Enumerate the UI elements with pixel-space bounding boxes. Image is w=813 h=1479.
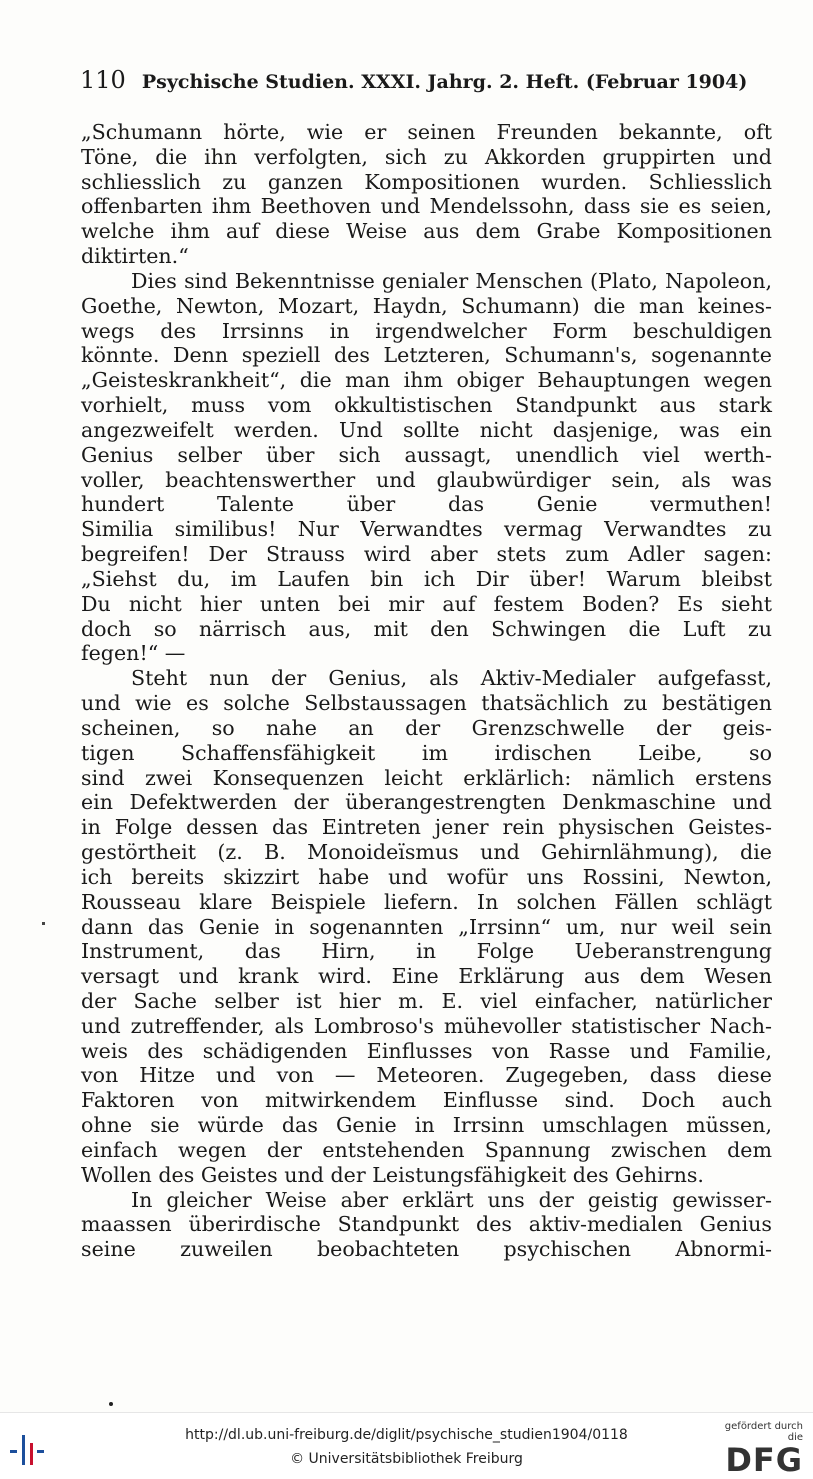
text-line: Faktoren von mitwirkendem Einflusse sind. Doch auch	[81, 1088, 772, 1113]
text-line: diktirten.“	[81, 244, 189, 269]
text-line: voller, beachtenswerther und glaubwürdiger sein, als was	[81, 467, 772, 492]
text-line: hundert Talente über das Genie vermuthen!	[81, 492, 772, 517]
text-line: könnte. Denn speziell des Letzteren, Schumann's, sogenannte	[81, 343, 772, 368]
text-line: welche ihm auf diese Weise aus dem Grabe Kompositionen	[81, 219, 772, 244]
text-line: seine zuweilen beobachteten psychischen Abnormi-	[81, 1237, 772, 1262]
text-line: angezweifelt werden. Und sollte nicht dasjenige, was ein	[81, 417, 772, 442]
text-line: in Folge dessen das Eintreten jener rein physischen Geistes-	[81, 815, 772, 840]
text-line: schliesslich zu ganzen Kompositionen wurden. Schliesslich	[81, 169, 772, 194]
text-line: ein Defektwerden der überangestrengten Denkmaschine und	[81, 790, 772, 815]
text-line: Goethe, Newton, Mozart, Haydn, Schumann) die man keines-	[81, 293, 772, 318]
text-line: versagt und krank wird. Eine Erklärung aus dem Wesen	[81, 964, 772, 989]
text-line: Dies sind Bekenntnisse genialer Menschen (Plato, Napoleon,	[131, 268, 772, 293]
text-line: scheinen, so nahe an der Grenzschwelle der geis-	[81, 715, 772, 740]
text-line: Steht nun der Genius, als Aktiv-Medialer aufgefasst,	[131, 666, 772, 691]
text-line: sind zwei Konsequenzen leicht erklärlich: nämlich erstens	[81, 765, 772, 790]
text-line: Töne, die ihn verfolgten, sich zu Akkorden gruppirten und	[81, 144, 772, 169]
text-line: von Hitze und von — Meteoren. Zugegeben, dass diese	[81, 1063, 772, 1088]
text-line: dann das Genie in sogenannten „Irrsinn“ um, nur weil sein	[81, 914, 772, 939]
text-line: fegen!“ —	[81, 641, 186, 666]
text-line: In gleicher Weise aber erklärt uns der geistig gewisser-	[131, 1187, 772, 1212]
text-line: Wollen des Geistes und der Leistungsfähigkeit des Gehirns.	[81, 1162, 704, 1187]
dfg-caption: gefördert durch die	[724, 1421, 803, 1443]
text-line: Rousseau klare Beispiele liefern. In solchen Fällen schlägt	[81, 889, 772, 914]
text-line: „Schumann hörte, wie er seinen Freunden bekannte, oft	[81, 120, 772, 144]
copyright-notice: © Universitätsbibliothek Freiburg	[290, 1451, 523, 1467]
text-line: „Geisteskrankheit“, die man ihm obiger Behauptungen wegen	[81, 368, 772, 393]
text-line: und wie es solche Selbstaussagen thatsächlich zu bestätigen	[81, 691, 772, 716]
text-line: Genius selber über sich aussagt, unendlich viel werth-	[81, 442, 772, 467]
scan-speck	[109, 1402, 113, 1406]
text-line: vorhielt, muss vom okkultistischen Standpunkt aus stark	[81, 393, 772, 418]
text-line: gestörtheit (z. B. Monoideïsmus und Gehirnlähmung), die	[81, 840, 772, 865]
viewer-footer	[0, 1412, 813, 1479]
text-line: wegs des Irrsinns in irgendwelcher Form beschuldigen	[81, 318, 772, 343]
text-line: einfach wegen der entstehenden Spannung zwischen dem	[81, 1137, 772, 1162]
text-line: doch so närrisch aus, mit den Schwingen die Luft zu	[81, 616, 772, 641]
page-number: 110	[80, 66, 126, 94]
text-line: der Sache selber ist hier m. E. viel einfacher, natürlicher	[81, 988, 772, 1013]
running-title: Psychische Studien. XXXI. Jahrg. 2. Heft. (Februar 1904)	[141, 71, 748, 93]
body-text	[81, 120, 772, 1262]
page-header	[80, 66, 780, 94]
text-line: tigen Schaffensfähigkeit im irdischen Leibe, so	[81, 740, 772, 765]
text-line: maassen überirdische Standpunkt des aktiv-medialen Genius	[81, 1212, 772, 1237]
text-line: offenbarten ihm Beethoven und Mendelssohn, dass sie es seien,	[81, 194, 772, 219]
text-line: ich bereits skizzirt habe und wofür uns Rossini, Newton,	[81, 864, 772, 889]
text-line: „Siehst du, im Laufen bin ich Dir über! Warum bleibst	[81, 566, 772, 591]
dfg-logo	[713, 1421, 803, 1479]
text-line: begreifen! Der Strauss wird aber stets zum Adler sagen:	[81, 542, 772, 567]
text-line: Similia similibus! Nur Verwandtes vermag Verwandtes zu	[81, 517, 772, 542]
source-url-link[interactable]: http://dl.ub.uni-freiburg.de/diglit/psychische_studien1904/0118	[185, 1427, 628, 1443]
text-line: und zutreffender, als Lombroso's mühevoller statistischer Nach-	[81, 1013, 772, 1038]
text-line: weis des schädigenden Einflusses von Rasse und Familie,	[81, 1038, 772, 1063]
text-line: ohne sie würde das Genie in Irrsinn umschlagen müssen,	[81, 1113, 772, 1138]
dfg-wordmark: DFG	[725, 1441, 803, 1479]
margin-mark	[42, 922, 45, 925]
text-line: Instrument, das Hirn, in Folge Ueberanstrengung	[81, 939, 772, 964]
text-line: Du nicht hier unten bei mir auf festem Boden? Es sieht	[81, 591, 772, 616]
